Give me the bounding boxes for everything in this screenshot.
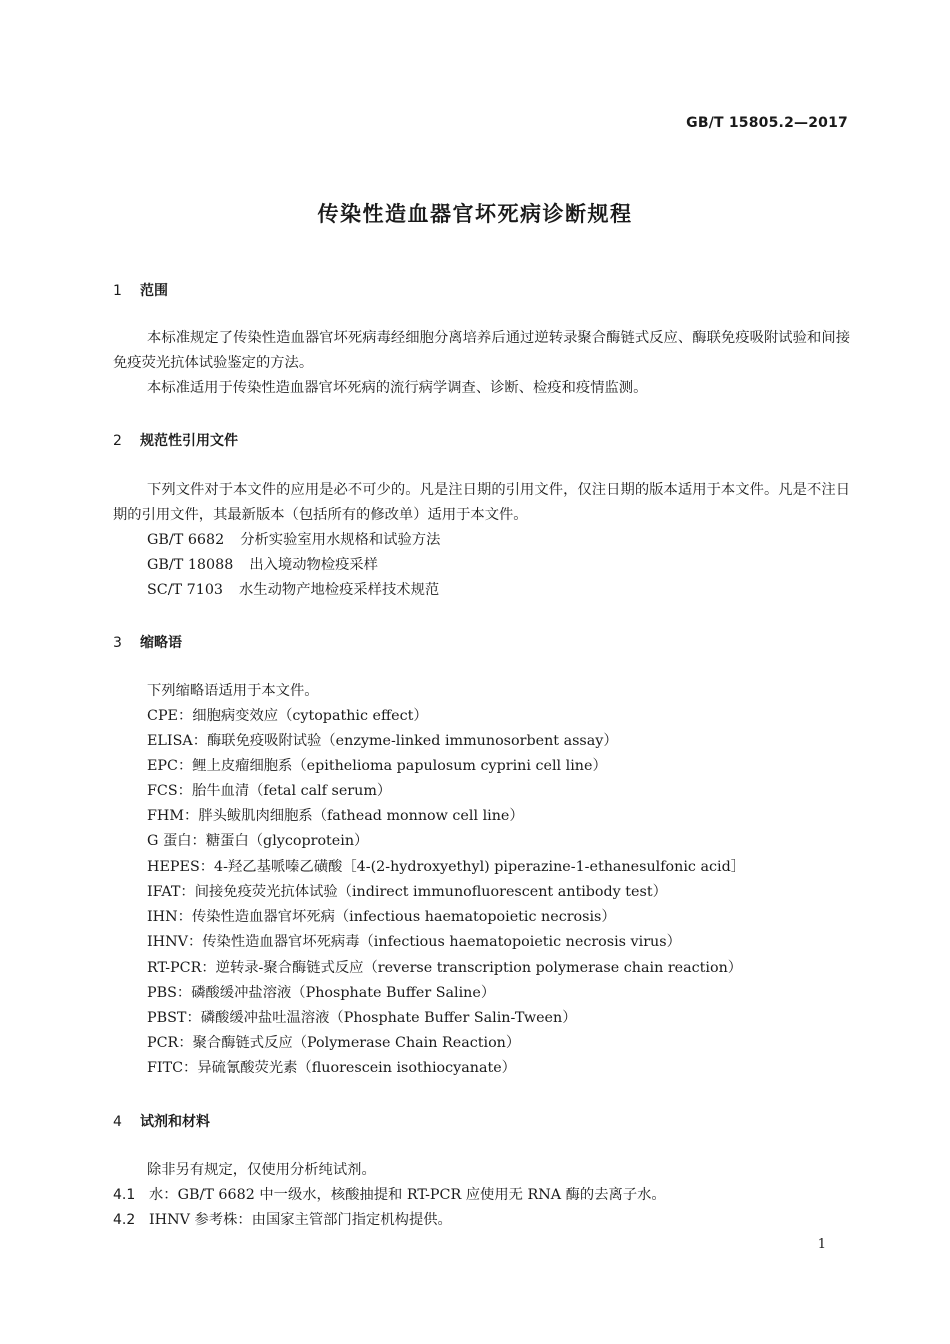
reference-code: SC/T 7103 xyxy=(147,582,224,598)
reference-title: 出入境动物检疫采样 xyxy=(249,557,378,573)
reference-item xyxy=(147,528,440,553)
reference-item xyxy=(147,578,439,603)
abbreviation-item: FHM：胖头鲅肌肉细胞系（fathead monnow cell line） xyxy=(147,808,524,824)
abbreviation-item: PCR：聚合酶链式反应（Polymerase Chain Reaction） xyxy=(147,1035,521,1051)
section-1-heading xyxy=(113,280,168,300)
section-1-paragraph: 本标准规定了传染性造血器官坏死病毒经细胞分离培养后通过逆转录聚合酶链式反应、酶联免疫吸附试验和间接免疫荧光抗体试验鉴定的方法。 xyxy=(113,330,850,371)
section-4-intro: 除非另有规定，仅使用分析纯试剂。 xyxy=(147,1162,376,1178)
abbreviation-item: FCS：胎牛血清（fetal calf serum） xyxy=(147,783,392,799)
section-3-intro: 下列缩略语适用于本文件。 xyxy=(147,683,319,699)
reference-code: GB/T 18088 xyxy=(147,557,234,573)
abbreviation-item: ELISA：酶联免疫吸附试验（enzyme-linked immunosorbent assay） xyxy=(147,733,618,749)
subclause-number: 4.2 xyxy=(113,1212,136,1228)
standard-code: GB/T 15805.2—2017 xyxy=(686,115,848,131)
page-title: 传染性造血器官坏死病诊断规程 xyxy=(317,202,633,226)
abbreviation-item: PBS：磷酸缓冲盐溶液（Phosphate Buffer Saline） xyxy=(147,985,496,1001)
abbreviation-item: PBST：磷酸缓冲盐吐温溶液（Phosphate Buffer Salin-Tween） xyxy=(147,1010,577,1026)
section-2-heading xyxy=(113,430,238,450)
reference-title: 分析实验室用水规格和试验方法 xyxy=(240,532,441,548)
section-2-intro: 下列文件对于本文件的应用是必不可少的。凡是注日期的引用文件，仅注日期的版本适用于本文件。凡是不注日期的引用文件，其最新版本（包括所有的修改单）适用于本文件。 xyxy=(113,482,850,523)
page-number: 1 xyxy=(817,1237,826,1252)
section-4-heading xyxy=(113,1111,210,1131)
section-title: 范围 xyxy=(140,283,168,299)
subclause-number: 4.1 xyxy=(113,1187,136,1203)
reference-title: 水生动物产地检疫采样技术规范 xyxy=(239,582,440,598)
section-number: 2 xyxy=(113,433,122,449)
abbreviation-item: G 蛋白：糖蛋白（glycoprotein） xyxy=(147,833,369,849)
abbreviation-item: RT-PCR：逆转录-聚合酶链式反应（reverse transcription polymerase chain reaction） xyxy=(147,960,743,976)
subclause-item xyxy=(113,1183,666,1208)
section-3-heading xyxy=(113,632,182,652)
abbreviation-item: IHN：传染性造血器官坏死病（infectious haematopoietic necrosis） xyxy=(147,909,616,925)
section-number: 4 xyxy=(113,1114,122,1130)
reference-item xyxy=(147,553,378,578)
section-number: 3 xyxy=(113,635,122,651)
section-title: 规范性引用文件 xyxy=(140,433,238,449)
abbreviation-item: IHNV：传染性造血器官坏死病毒（infectious haematopoietic necrosis virus） xyxy=(147,934,681,950)
abbreviation-item: IFAT：间接免疫荧光抗体试验（indirect immunofluorescent antibody test） xyxy=(147,884,667,900)
section-number: 1 xyxy=(113,283,122,299)
abbreviation-item: EPC：鲤上皮瘤细胞系（epithelioma papulosum cyprini cell line） xyxy=(147,758,607,774)
abbreviation-item: CPE：细胞病变效应（cytopathic effect） xyxy=(147,708,428,724)
subclause-text: IHNV 参考株：由国家主管部门指定机构提供。 xyxy=(149,1212,452,1228)
subclause-text: 水：GB/T 6682 中一级水，核酸抽提和 RT-PCR 应使用无 RNA 酶的去离子水。 xyxy=(149,1187,666,1203)
abbreviation-item: HEPES：4-羟乙基哌嗪乙磺酸［4-(2-hydroxyethyl) piperazine-1-ethanesulfonic acid］ xyxy=(147,859,746,875)
section-title: 试剂和材料 xyxy=(140,1114,210,1130)
abbreviation-item: FITC：异硫氰酸荧光素（fluorescein isothiocyanate） xyxy=(147,1060,516,1076)
section-title: 缩略语 xyxy=(140,635,182,651)
reference-code: GB/T 6682 xyxy=(147,532,225,548)
section-1-paragraph: 本标准适用于传染性造血器官坏死病的流行病学调查、诊断、检疫和疫情监测。 xyxy=(147,380,648,396)
subclause-item xyxy=(113,1208,452,1233)
